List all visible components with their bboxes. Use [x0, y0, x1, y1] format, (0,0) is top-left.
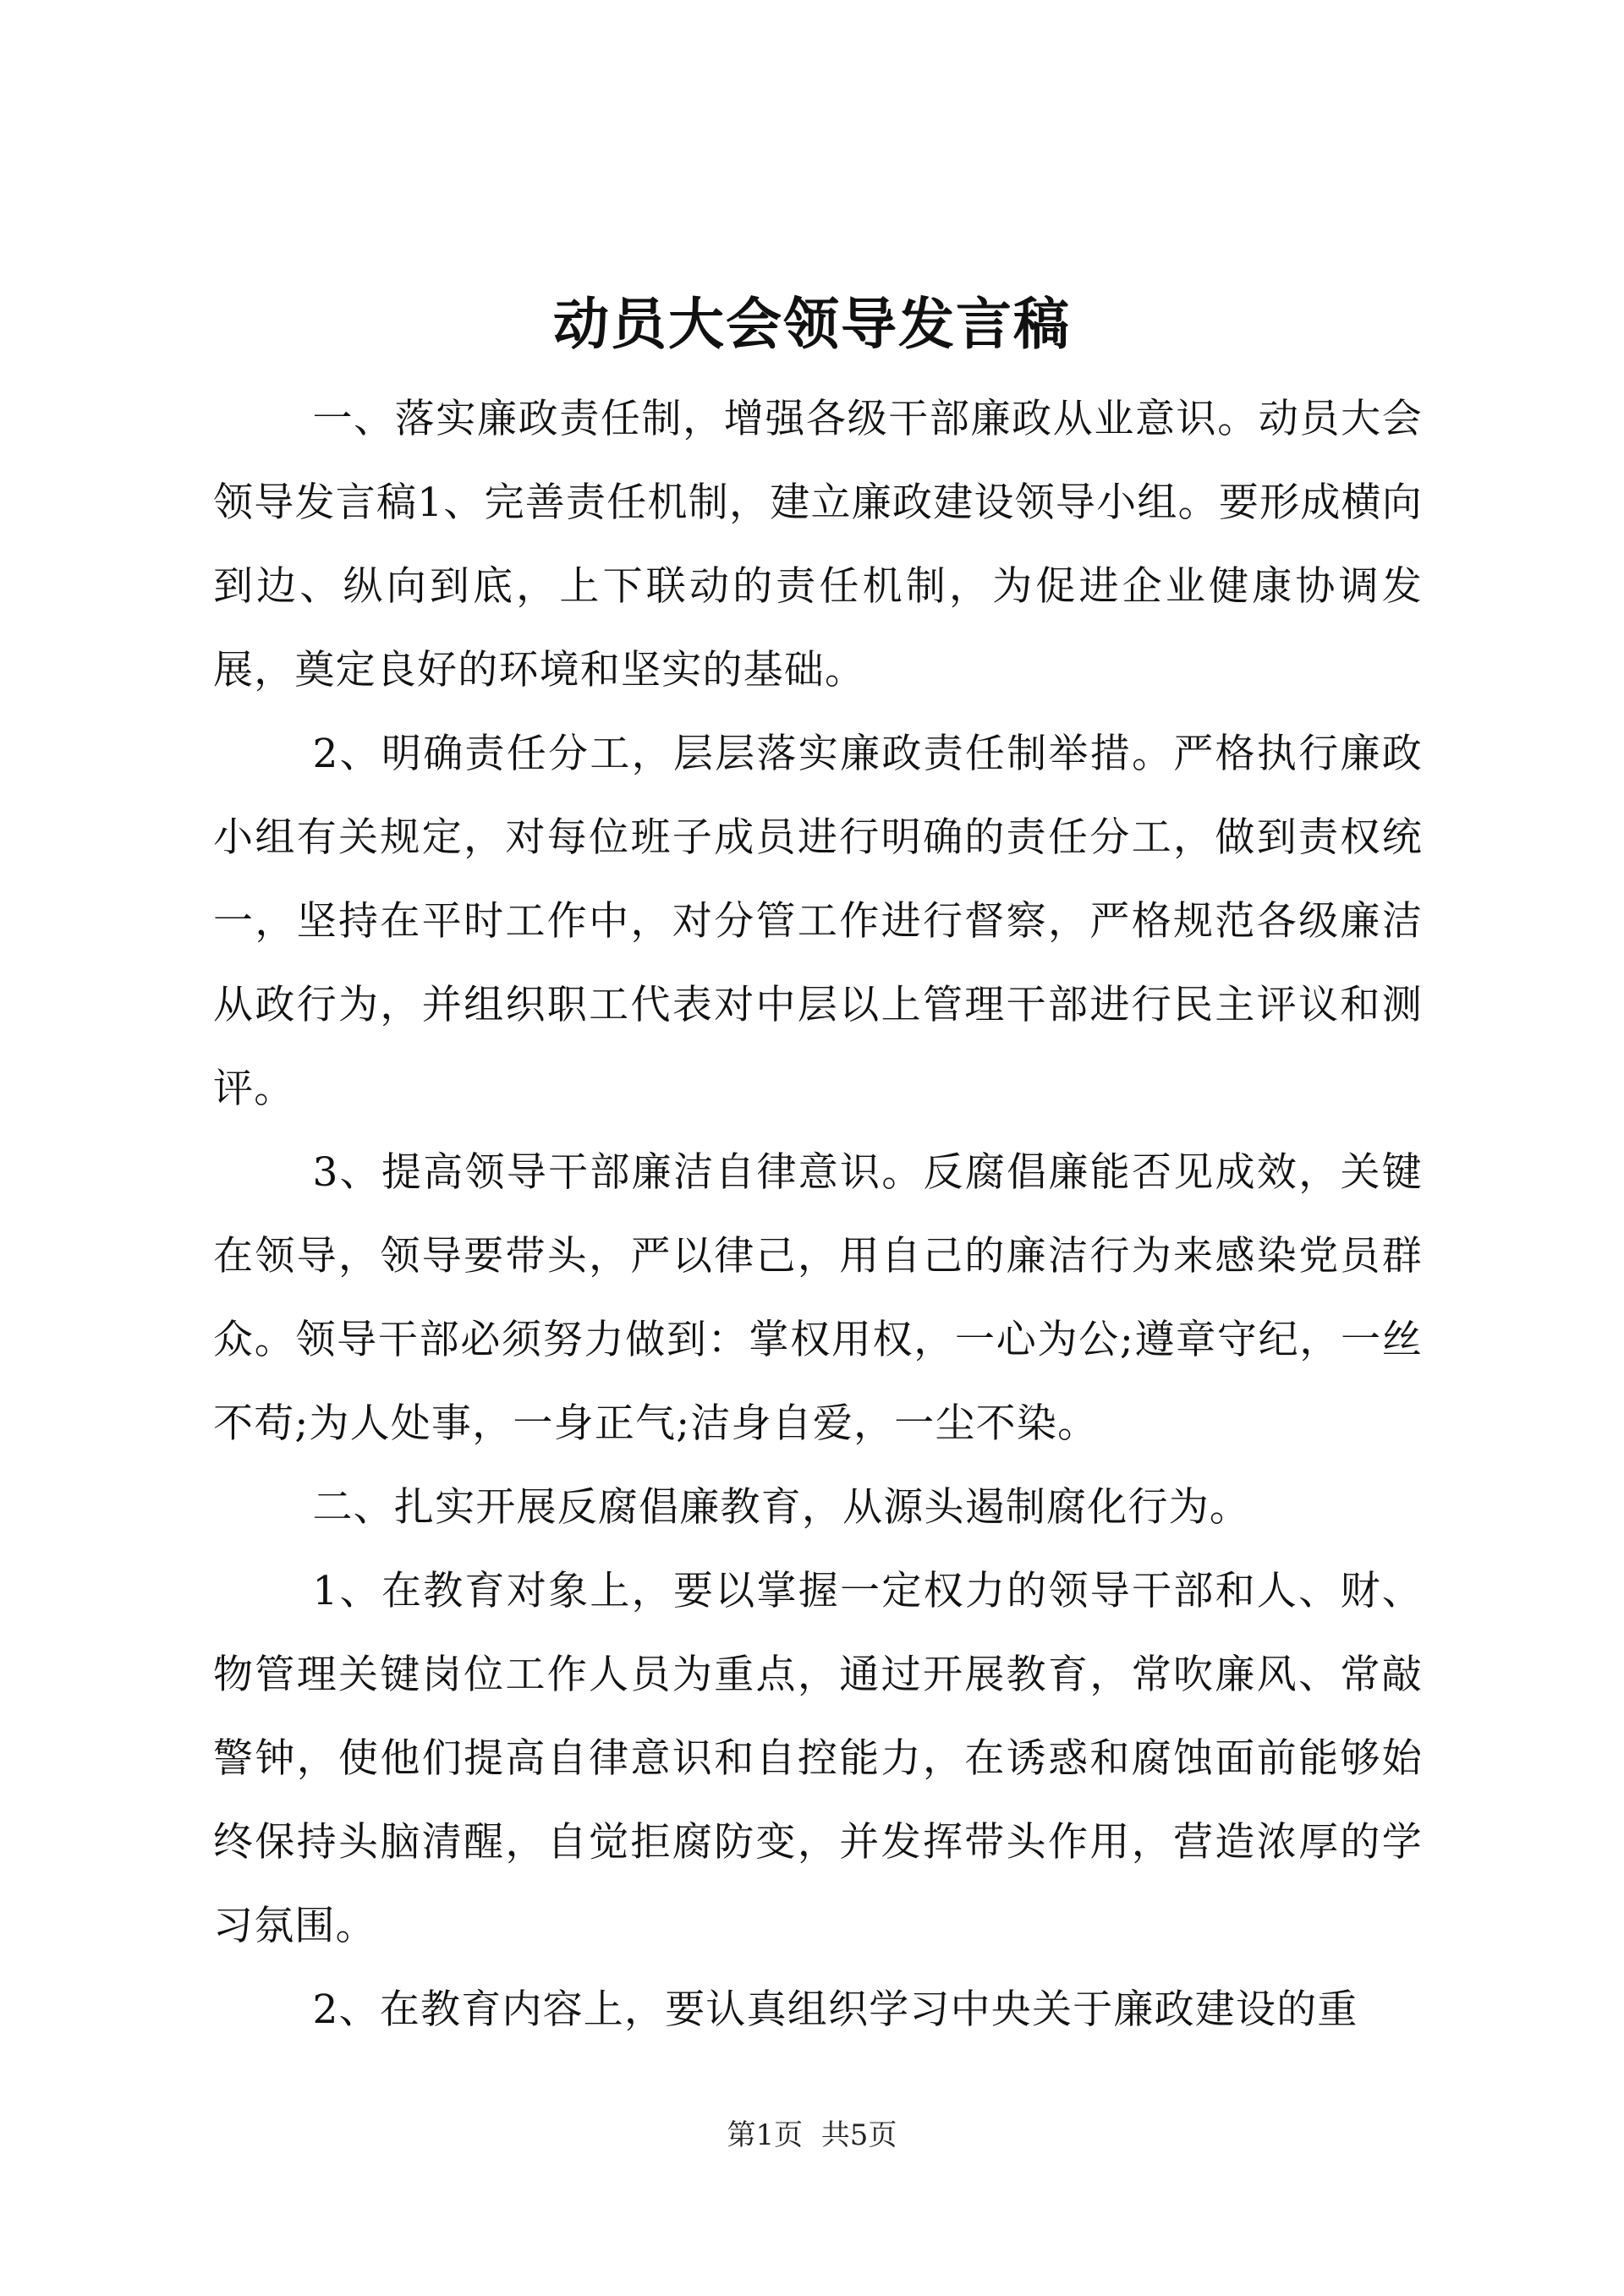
page-footer	[0, 2114, 1624, 2156]
paragraph-2: 2、明确责任分工，层层落实廉政责任制举措。严格执行廉政小组有关规定，对每位班子成员进行明确的责任分工，做到责权统一，坚持在平时工作中，对分管工作进行督察，严格规范各级廉洁从政行为，并组织职工代表对中层以上管理干部进行民主评议和测评。	[213, 731, 1423, 1112]
paragraph-1: 一、落实廉政责任制，增强各级干部廉政从业意识。动员大会领导发言稿1、完善责任机制，建立廉政建设领导小组。要形成横向到边、纵向到底，上下联动的责任机制，为促进企业健康协调发展，奠定良好的环境和坚实的基础。	[213, 396, 1423, 693]
page-number: 第1页	[727, 2118, 804, 2152]
page-total: 共5页	[820, 2118, 897, 2152]
footer-spacer	[803, 2118, 821, 2152]
paragraph-5: 1、在教育对象上，要以掌握一定权力的领导干部和人、财、物管理关键岗位工作人员为重点，通过开展教育，常吹廉风、常敲警钟，使他们提高自律意识和自控能力，在诱惑和腐蚀面前能够始终保持头脑清醒，自觉拒腐防变，并发挥带头作用，营造浓厚的学习氛围。	[213, 1568, 1423, 1949]
paragraph-3: 3、提高领导干部廉洁自律意识。反腐倡廉能否见成效，关键在领导，领导要带头，严以律己，用自己的廉洁行为来感染党员群众。领导干部必须努力做到：掌权用权，一心为公;遵章守纪，一丝不苟;为人处事，一身正气;洁身自爱，一尘不染。	[213, 1149, 1423, 1447]
paragraph-4: 二、扎实开展反腐倡廉教育，从源头遏制腐化行为。	[312, 1484, 1251, 1531]
document-title: 动员大会领导发言稿	[553, 291, 1071, 357]
document-body	[213, 377, 1423, 2052]
paragraph-6: 2、在教育内容上，要认真组织学习中央关于廉政建设的重	[312, 1986, 1358, 2033]
